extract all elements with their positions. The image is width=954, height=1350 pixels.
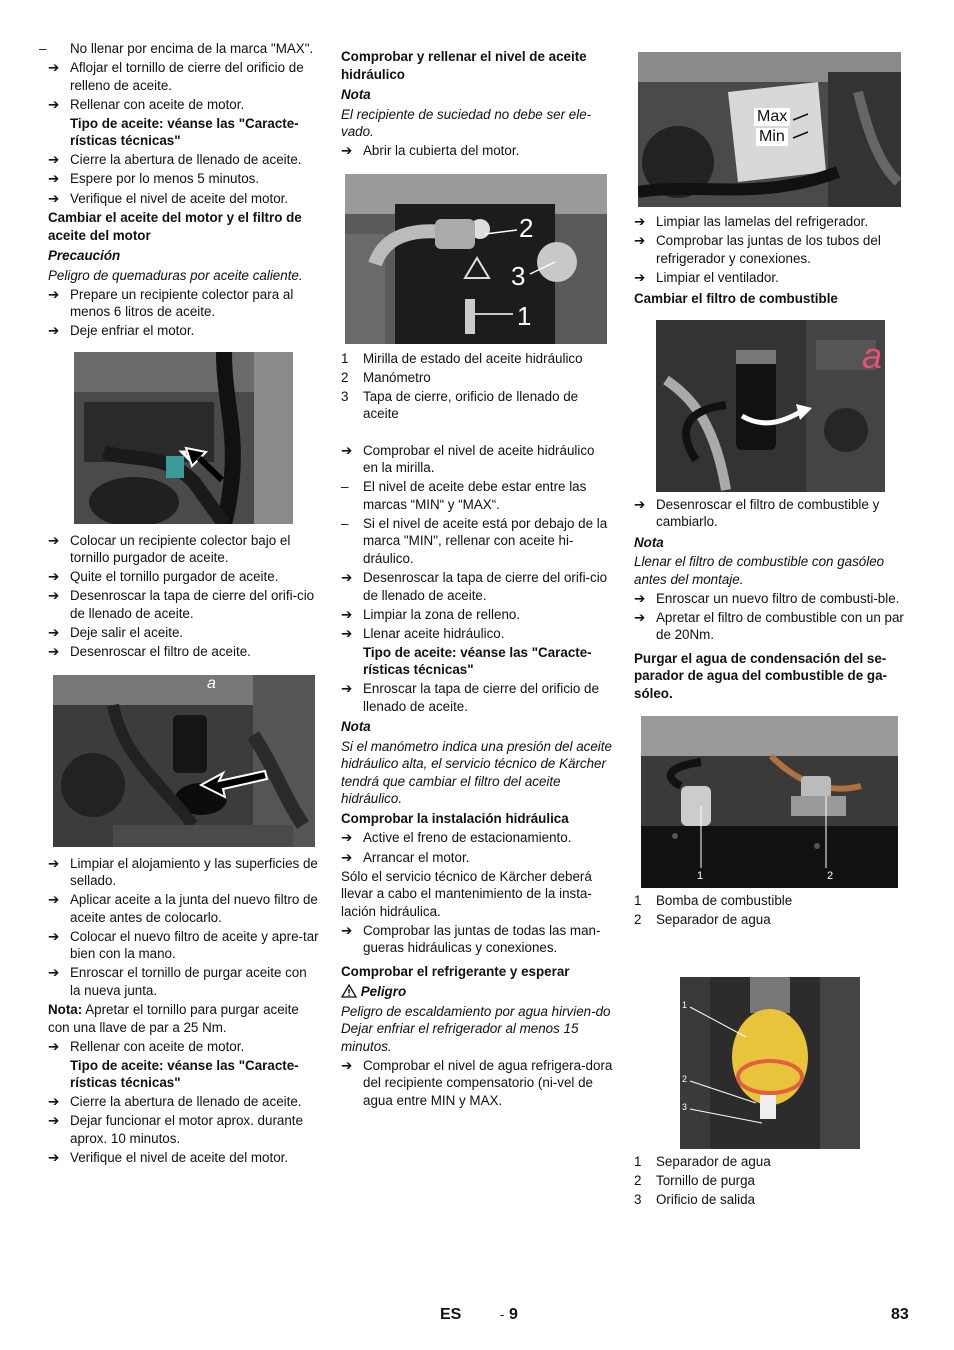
coolant-tank-photo: [638, 52, 901, 207]
oil-drain-illustration: [74, 352, 293, 524]
legend-item: 3 Tapa de cierre, orificio de llenado de aceite: [341, 388, 579, 422]
paragraph: Sólo el servicio técnico de Kärcher deberá llevar a cabo el mantenimiento de la insta-lación hidráulica.: [341, 868, 592, 919]
hydraulic-tank-illustration: [345, 174, 607, 344]
arrow-icon: ➔: [341, 625, 353, 641]
warning-triangle-icon: [341, 984, 357, 998]
list-item: ➔ Desenroscar el filtro de aceite.: [48, 644, 251, 660]
page-number: 83: [891, 1306, 909, 1323]
arrow-icon: ➔: [634, 233, 646, 249]
list-item: ➔ Aplicar aceite a la junta del nuevo filtro de aceite antes de colocarlo.: [48, 892, 318, 925]
arrow-icon: ➔: [341, 922, 353, 938]
image-letter-a: a: [862, 334, 883, 376]
list-item: ➔ Rellenar con aceite de motor.: [48, 1038, 245, 1054]
image-number: 2: [519, 212, 534, 243]
oil-type-note: Tipo de aceite: véanse las "Caracte-rísticas técnicas": [70, 1057, 299, 1091]
caution-text: Peligro de quemaduras por aceite caliente.: [48, 267, 303, 283]
note-text: El recipiente de suciedad no debe ser ele-vado.: [341, 106, 592, 139]
footer-separator: -: [500, 1307, 505, 1322]
section-heading: Comprobar la instalación hidráulica: [341, 810, 569, 826]
footer-section: 9: [509, 1306, 518, 1323]
oil-type-note: Tipo de aceite: véanse las "Caracte-rísticas técnicas": [70, 115, 299, 149]
image-number: 1: [697, 870, 704, 883]
arrow-icon: ➔: [634, 214, 646, 229]
arrow-icon: ➔: [48, 928, 60, 944]
arrow-icon: ➔: [48, 286, 60, 302]
legend-item: 1 Bomba de combustible: [634, 893, 793, 909]
arrow-icon: ➔: [48, 1149, 60, 1165]
list-item: ➔ Enroscar el tornillo de purgar aceite con la nueva junta.: [48, 965, 307, 998]
list-item: ➔ Aflojar el tornillo de cierre del orificio de relleno de aceite.: [48, 60, 304, 93]
list-item: ➔ Apretar el filtro de combustible con un par de 20Nm.: [634, 609, 904, 643]
list-item: ➔ Arrancar el motor.: [341, 849, 470, 865]
list-item: ➔ Comprobar el nivel de aceite hidráulico en la mirilla.: [341, 442, 595, 476]
arrow-icon: ➔: [634, 590, 646, 606]
list-item: ➔ Desenroscar la tapa de cierre del orifi-cio de llenado de aceite.: [48, 588, 315, 621]
arrow-icon: ➔: [341, 849, 353, 865]
list-item: ➔ Comprobar las juntas de todas las man-gueras hidráulicas y conexiones.: [341, 922, 601, 956]
list-item: ➔ Colocar un recipiente colector bajo el tornillo purgador de aceite.: [48, 532, 291, 566]
dash-bullet: –: [341, 479, 349, 495]
arrow-icon: ➔: [48, 96, 60, 112]
list-item: ➔ Cierre la abertura de llenado de aceite.: [48, 1094, 302, 1110]
torque-note: Nota: Apretar el tornillo para purgar aceite con una llave de par a 25 Nm.: [48, 1002, 299, 1035]
arrow-icon: ➔: [48, 1113, 60, 1129]
note-text: Llenar el filtro de combustible con gasóleo antes del montaje.: [634, 554, 885, 587]
section-heading: Purgar el agua de condensación del se-parador de agua del combustible de ga-sóleo.: [634, 650, 887, 701]
arrow-icon: ➔: [341, 442, 353, 458]
arrow-icon: ➔: [48, 1038, 60, 1054]
arrow-icon: ➔: [48, 965, 60, 981]
list-item: ➔ Verifique el nivel de aceite del motor.: [48, 1149, 289, 1165]
image-number: 2: [827, 870, 834, 883]
water-separator-photo: [680, 977, 860, 1149]
legend-item: 2 Tornillo de purga: [634, 1173, 756, 1189]
caution-label: Precaución: [48, 248, 121, 264]
hydraulic-tank-photo: [345, 174, 607, 344]
arrow-icon: ➔: [48, 323, 60, 339]
list-item: ➔ Abrir la cubierta del motor.: [341, 143, 520, 159]
legend-item: 2 Manómetro: [341, 369, 431, 385]
arrow-icon: ➔: [48, 855, 60, 871]
note-label: Nota: [341, 87, 371, 102]
note-text: Si el manómetro indica una presión del aceite hidráulico alta, el servicio técnico de Kärcher tendrá que cambiar el filtro del aceite hidráulico.: [341, 738, 612, 807]
legend-item: 2 Separador de agua: [634, 912, 771, 928]
legend-item: 1 Separador de agua: [634, 1153, 771, 1169]
oil-drain-photo: [74, 352, 293, 524]
image-number: 1: [517, 300, 532, 331]
fuel-filter-illustration: [656, 320, 885, 492]
danger-label: Peligro: [341, 983, 613, 1001]
list-item: ➔ Comprobar las juntas de los tubos del refrigerador y conexiones.: [634, 233, 881, 266]
list-item: ➔ Deje salir el aceite.: [48, 625, 184, 641]
fuel-pump-illustration: [641, 716, 898, 888]
arrow-icon: ➔: [634, 496, 646, 512]
list-item: ➔ Enroscar un nuevo filtro de combusti-ble.: [634, 590, 900, 606]
list-item: ➔ Prepare un recipiente colector para al menos 6 litros de aceite.: [48, 286, 294, 320]
arrow-icon: ➔: [634, 269, 646, 285]
oil-type-note: Tipo de aceite: véanse las "Caracte-rísticas técnicas": [363, 644, 592, 678]
list-item: ➔ Deje enfriar el motor.: [48, 323, 195, 339]
list-item: ➔ Espere por lo menos 5 minutos.: [48, 171, 260, 187]
list-item: – No llenar por encima de la marca "MAX".: [39, 41, 314, 56]
note-label: Nota: [341, 719, 371, 735]
min-label: Min: [756, 128, 788, 146]
list-item: ➔ Colocar el nuevo filtro de aceite y apre-tar bien con la mano.: [48, 928, 319, 962]
arrow-icon: ➔: [48, 532, 60, 548]
arrow-icon: ➔: [48, 1094, 60, 1110]
list-item: ➔ Rellenar con aceite de motor.: [48, 96, 245, 112]
list-item: ➔ Llenar aceite hidráulico.: [341, 625, 505, 641]
arrow-icon: ➔: [48, 152, 60, 168]
image-number: 1: [682, 999, 688, 1010]
arrow-icon: ➔: [48, 171, 60, 187]
image-letter-a: a: [207, 674, 216, 692]
arrow-icon: ➔: [48, 625, 60, 641]
arrow-icon: ➔: [48, 644, 60, 660]
image-number: 3: [682, 1101, 688, 1112]
list-item: – El nivel de aceite debe estar entre las marcas “MIN“ y “MAX“.: [341, 479, 587, 512]
arrow-icon: ➔: [341, 570, 353, 586]
arrow-icon: ➔: [341, 830, 353, 846]
section-heading: Comprobar el refrigerante y esperar: [341, 963, 570, 979]
legend-item: 1 Mirilla de estado del aceite hidráulico: [341, 350, 583, 366]
column-1: [39, 40, 320, 1168]
arrow-icon: ➔: [48, 60, 60, 76]
dash-bullet: –: [39, 41, 47, 56]
list-item: ➔ Limpiar la zona de relleno.: [341, 606, 521, 622]
arrow-icon: ➔: [341, 606, 353, 622]
list-item: – Si el nivel de aceite está por debajo de la marca "MIN", rellenar con aceite hi-dráulico.: [341, 515, 608, 566]
arrow-icon: ➔: [48, 892, 60, 908]
list-item: ➔ Quite el tornillo purgador de aceite.: [48, 569, 279, 585]
dash-bullet: –: [341, 515, 349, 531]
column-2: [341, 46, 613, 1111]
list-item: ➔ Limpiar las lamelas del refrigerador.: [634, 214, 869, 229]
image-number: 2: [682, 1073, 688, 1084]
water-separator-illustration: [680, 977, 860, 1149]
arrow-icon: ➔: [634, 609, 646, 625]
list-item: ➔ Limpiar el ventilador.: [634, 269, 779, 285]
footer-language: ES: [440, 1306, 462, 1323]
arrow-icon: ➔: [341, 143, 353, 159]
oil-filter-photo: [53, 675, 315, 847]
list-item: ➔ Limpiar el alojamiento y las superficies de sellado.: [48, 855, 318, 889]
list-item: ➔ Desenroscar la tapa de cierre del orifi-cio de llenado de aceite.: [341, 570, 608, 603]
max-label: Max: [754, 108, 790, 126]
fuel-pump-photo: [641, 716, 898, 888]
list-item: ➔ Verifique el nivel de aceite del motor.: [48, 190, 289, 206]
arrow-icon: ➔: [48, 190, 60, 206]
list-item: ➔ Comprobar el nivel de agua refrigera-dora del recipiente compensatorio (ni-vel de agua entre MIN y MAX.: [341, 1057, 613, 1108]
section-heading: Cambiar el aceite del motor y el filtro de aceite del motor: [48, 210, 302, 243]
section-heading: Cambiar el filtro de combustible: [634, 291, 838, 307]
note-label: Nota:: [48, 1002, 83, 1017]
fuel-filter-photo: [656, 320, 885, 492]
note-label: Nota: [634, 534, 664, 550]
oil-filter-illustration: [53, 675, 315, 847]
section-heading: Comprobar y rellenar el nivel de aceite hidráulico: [341, 49, 587, 82]
list-item: ➔ Desenroscar el filtro de combustible y cambiarlo.: [634, 496, 880, 530]
list-item: ➔ Enroscar la tapa de cierre del orificio de llenado de aceite.: [341, 681, 599, 714]
list-item: ➔ Active el freno de estacionamiento.: [341, 830, 572, 846]
arrow-icon: ➔: [341, 1057, 353, 1073]
legend-item: 3 Orificio de salida: [634, 1192, 755, 1208]
list-item: ➔ Cierre la abertura de llenado de aceite.: [48, 152, 302, 168]
arrow-icon: ➔: [48, 569, 60, 585]
image-number: 3: [511, 260, 526, 291]
column-3: [634, 52, 906, 1210]
arrow-icon: ➔: [341, 681, 353, 697]
list-item: ➔ Dejar funcionar el motor aprox. durante aprox. 10 minutos.: [48, 1113, 303, 1146]
arrow-icon: ➔: [48, 588, 60, 604]
danger-text: Peligro de escaldamiento por agua hirvien-do Dejar enfriar el refrigerador al menos 15 minutos.: [341, 1003, 611, 1054]
